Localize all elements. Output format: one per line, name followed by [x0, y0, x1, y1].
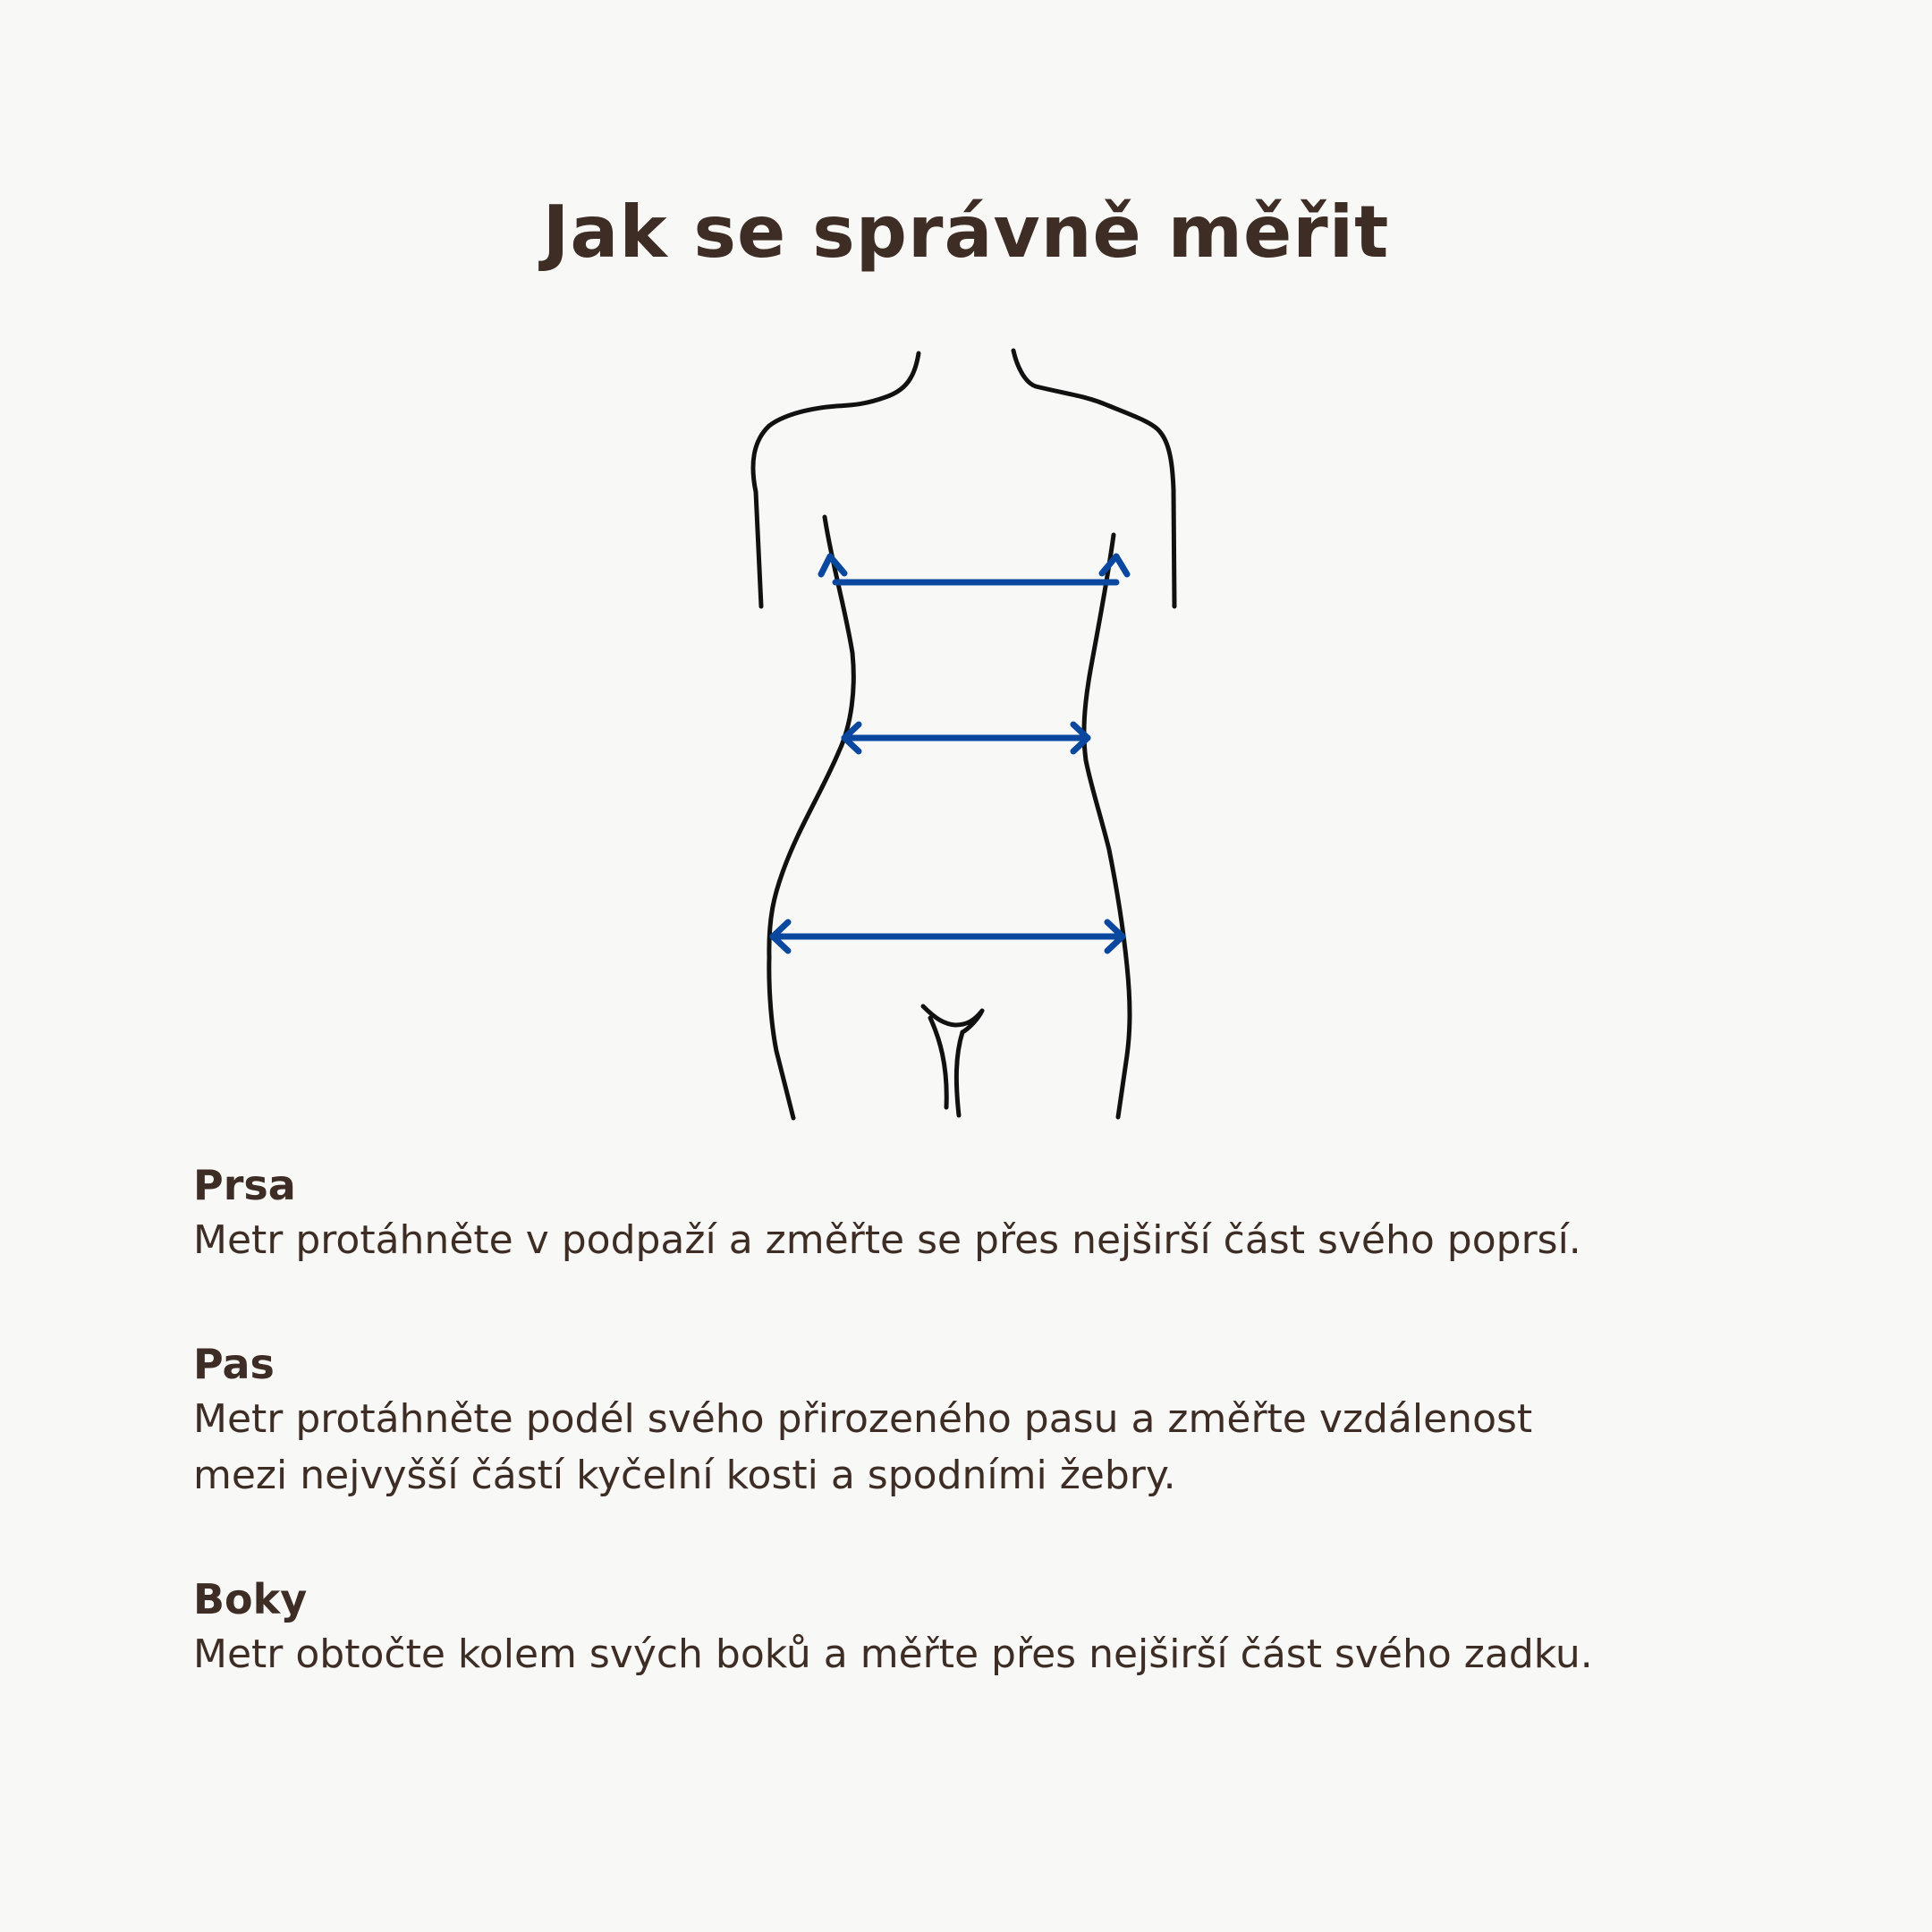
page-title: Jak se správně měřit: [542, 191, 1390, 274]
section-heading: Prsa: [193, 1161, 296, 1209]
waist-measure-arrow: [844, 724, 1088, 751]
section-prsa: [193, 1158, 1758, 1268]
section-text: Metr obtočte kolem svých boků a měřte přes nejširší část svého zadku.: [193, 1631, 1593, 1677]
section-pas: [193, 1337, 1758, 1504]
section-heading: Pas: [193, 1340, 275, 1388]
section-heading: Boky: [193, 1575, 308, 1623]
inner-leg-right-line: [956, 1032, 962, 1115]
torso-right-line: [1084, 535, 1130, 1117]
bust-measure-arrow: [821, 556, 1127, 582]
neck-right-line: [1013, 351, 1174, 606]
section-text-line-2: mezi nejvyšší částí kyčelní kosti a spodními žebry.: [193, 1453, 1176, 1498]
crotch-line: [923, 1006, 982, 1032]
section-boky: [193, 1572, 1758, 1682]
neck-left-line: [753, 353, 919, 606]
hip-measure-arrow: [773, 922, 1123, 951]
section-text-line-1: Metr protáhněte podél svého přirozeného pasu a změřte vzdálenost: [193, 1396, 1533, 1442]
inner-leg-left-line: [930, 1018, 946, 1107]
section-text: Metr protáhněte v podpaží a změřte se přes nejširší část svého poprsí.: [193, 1217, 1581, 1263]
torso-left-line: [769, 517, 853, 1118]
